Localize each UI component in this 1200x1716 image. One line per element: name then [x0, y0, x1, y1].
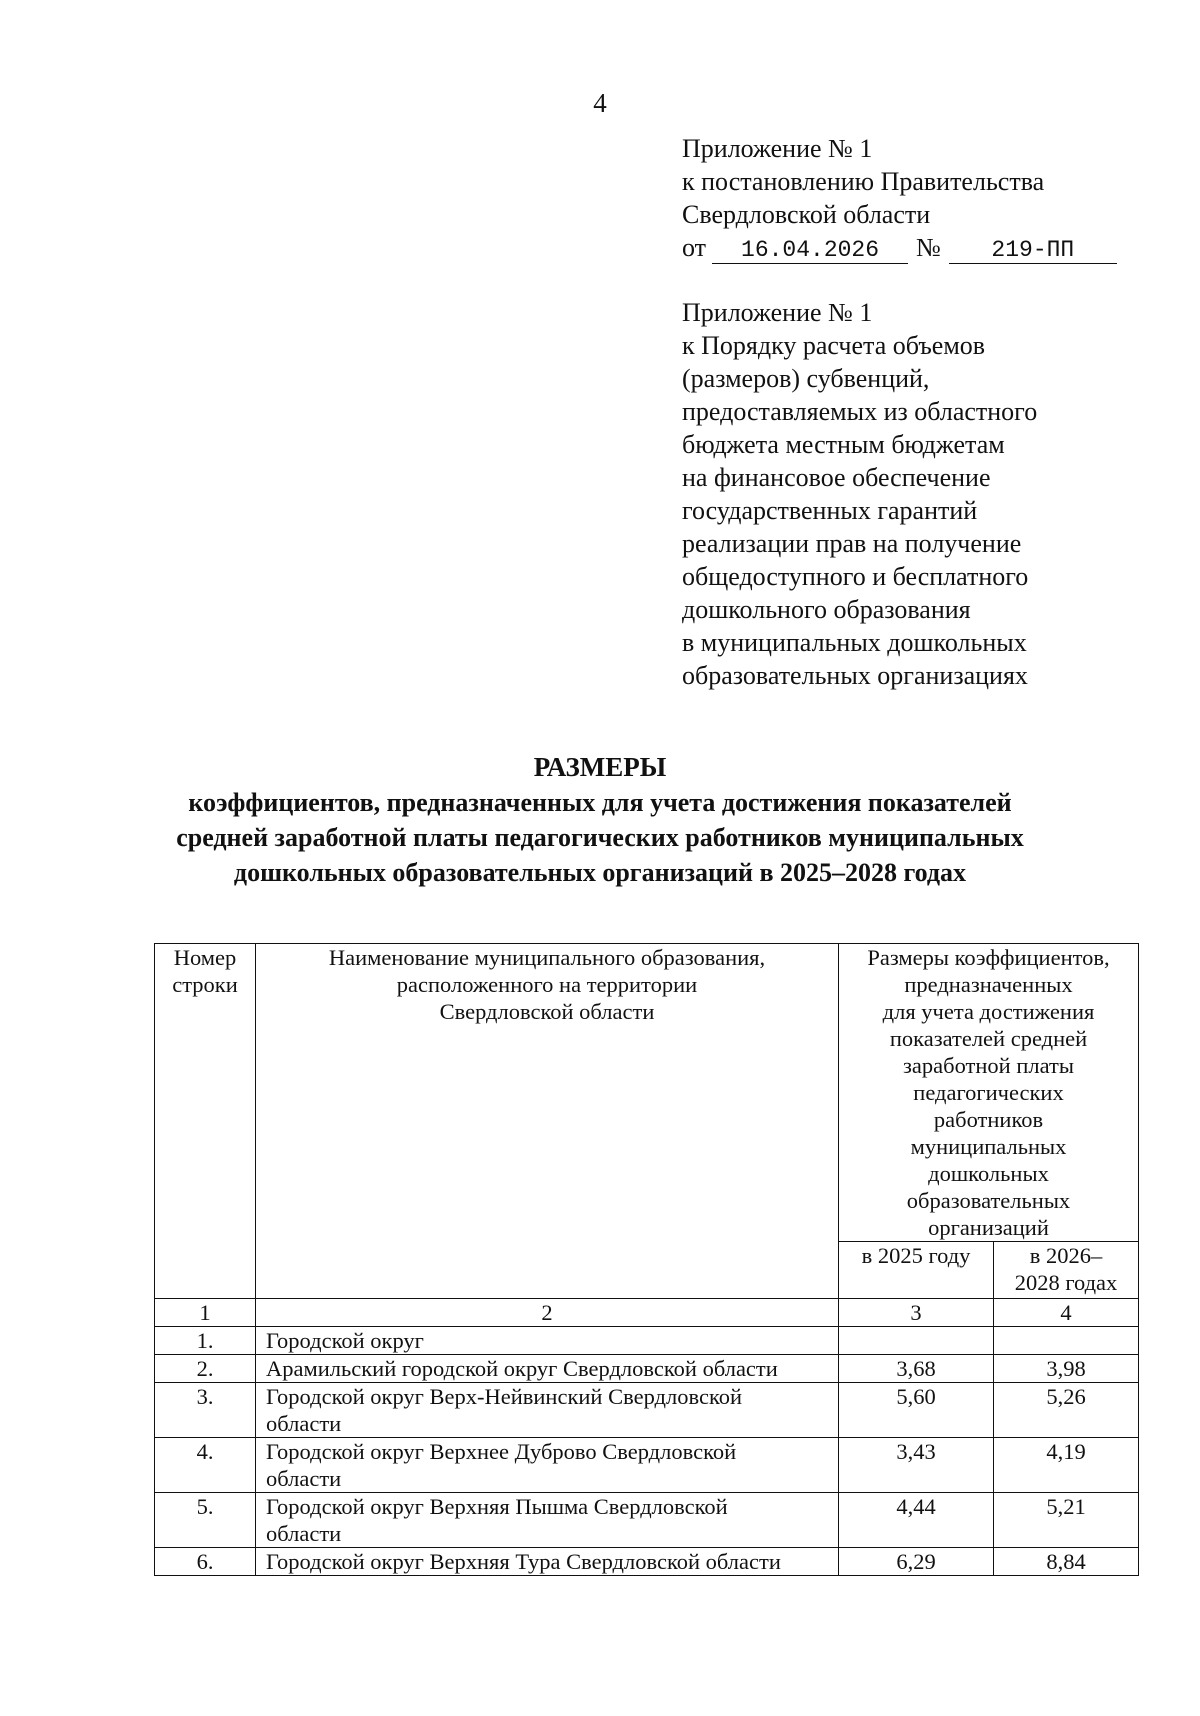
appendix-line: образовательных организациях — [682, 661, 1028, 690]
column-number: 1 — [155, 1299, 256, 1327]
value-2025: 4,44 — [839, 1493, 994, 1548]
title-line: коэффициентов, предназначенных для учета достижения показателей — [188, 788, 1012, 817]
coefficients-table — [154, 943, 1139, 1576]
municipality-name: Арамильский городской округ Свердловской области — [256, 1355, 839, 1383]
appendix-decree — [682, 132, 1172, 264]
table-row — [155, 1383, 1139, 1438]
appendix-line: общедоступного и бесплатного — [682, 562, 1029, 591]
municipality-name: Городской округ Верхняя Пышма Свердловской области — [256, 1493, 839, 1548]
value-2026-2028: 5,26 — [994, 1383, 1139, 1438]
value-2025: 5,60 — [839, 1383, 994, 1438]
column-number: 4 — [994, 1299, 1139, 1327]
appendix-line: к постановлению Правительства — [682, 167, 1045, 196]
appendix-line: дошкольного образования — [682, 595, 971, 624]
row-number: 1. — [155, 1327, 256, 1355]
value-2025: 3,68 — [839, 1355, 994, 1383]
row-number: 4. — [155, 1438, 256, 1493]
value-2025 — [839, 1327, 994, 1355]
municipality-name: Городской округ Верх-Нейвинский Свердловской области — [256, 1383, 839, 1438]
value-2026-2028: 8,84 — [994, 1548, 1139, 1576]
header-coefficients: Размеры коэффициентов, предназначенных для учета достижения показателей средней заработной платы педагогических работников муниципальных дошкольных образовательных организаций — [839, 944, 1139, 1242]
decree-date-line — [682, 231, 1172, 264]
value-2026-2028 — [994, 1327, 1139, 1355]
date-prefix: от — [682, 233, 707, 262]
table-row — [155, 1493, 1139, 1548]
appendix-line: на финансовое обеспечение — [682, 463, 991, 492]
number-sign: № — [916, 233, 941, 262]
municipality-name: Городской округ Верхняя Тура Свердловской области — [256, 1548, 839, 1576]
column-numbers-row — [155, 1299, 1139, 1327]
appendix-order — [682, 296, 1172, 692]
value-2025: 3,43 — [839, 1438, 994, 1493]
value-2026-2028: 4,19 — [994, 1438, 1139, 1493]
value-2026-2028: 5,21 — [994, 1493, 1139, 1548]
header-municipality: Наименование муниципального образования, расположенного на территории Свердловской области — [256, 944, 839, 1299]
row-number: 3. — [155, 1383, 256, 1438]
value-2025: 6,29 — [839, 1548, 994, 1576]
table-row — [155, 1548, 1139, 1576]
appendix-line: в муниципальных дошкольных — [682, 628, 1027, 657]
appendix-line: предоставляемых из областного — [682, 397, 1038, 426]
appendix-line: бюджета местным бюджетам — [682, 430, 1005, 459]
appendix-line: Приложение № 1 — [682, 134, 873, 163]
table-row — [155, 1438, 1139, 1493]
appendix-line: Свердловской области — [682, 200, 931, 229]
municipality-name: Городской округ — [256, 1327, 839, 1355]
page-number: 4 — [593, 88, 607, 118]
appendix-line: государственных гарантий — [682, 496, 978, 525]
table-row — [155, 1355, 1139, 1383]
title-line: средней заработной платы педагогических работников муниципальных — [176, 823, 1024, 852]
header-years-2026-2028: в 2026– 2028 годах — [994, 1242, 1139, 1299]
appendix-line: (размеров) субвенций, — [682, 364, 930, 393]
column-number: 2 — [256, 1299, 839, 1327]
appendix-line: к Порядку расчета объемов — [682, 331, 986, 360]
row-number: 5. — [155, 1493, 256, 1548]
row-number: 2. — [155, 1355, 256, 1383]
value-2026-2028: 3,98 — [994, 1355, 1139, 1383]
appendix-line: реализации прав на получение — [682, 529, 1022, 558]
table-row — [155, 1327, 1139, 1355]
municipality-name: Городской округ Верхнее Дуброво Свердловской области — [256, 1438, 839, 1493]
decree-number: 219-ПП — [949, 237, 1117, 264]
header-year-2025: в 2025 году — [839, 1242, 994, 1299]
document-title — [0, 750, 1200, 890]
decree-date: 16.04.2026 — [712, 237, 908, 264]
title-line: дошкольных образовательных организаций в 2025–2028 годах — [233, 858, 967, 887]
row-number: 6. — [155, 1548, 256, 1576]
column-number: 3 — [839, 1299, 994, 1327]
title-main: РАЗМЕРЫ — [533, 752, 667, 782]
header-row — [155, 944, 1139, 1242]
appendix-line: Приложение № 1 — [682, 298, 873, 327]
header-row-number: Номер строки — [155, 944, 256, 1299]
